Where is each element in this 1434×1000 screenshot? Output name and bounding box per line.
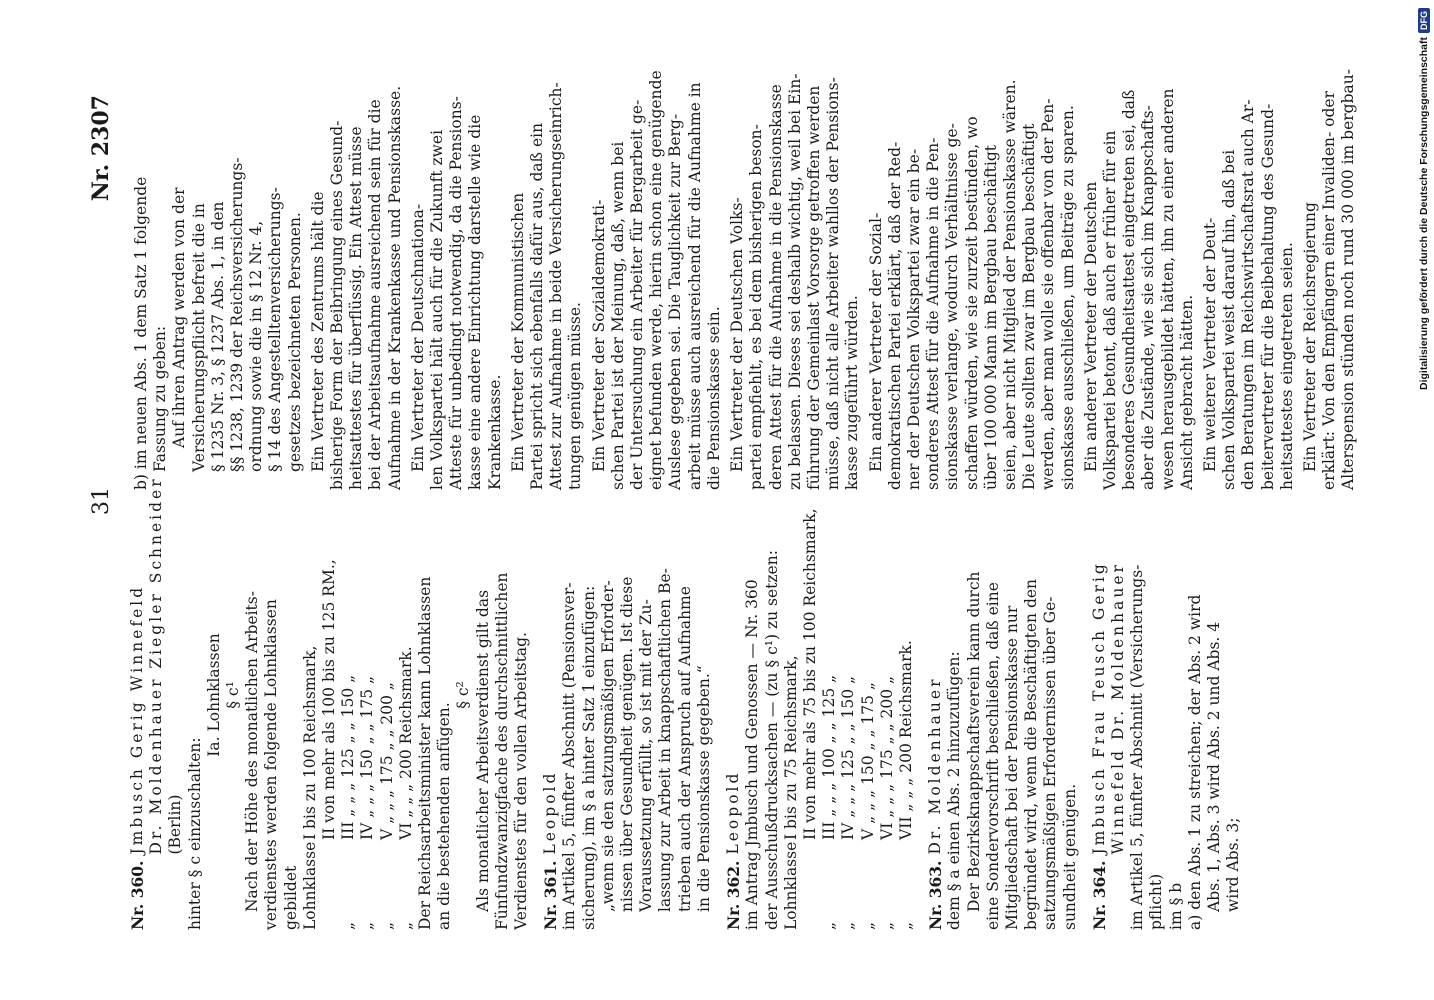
table-cell: „ [377, 921, 396, 930]
text-line: kasse zugeführt würden. [843, 295, 862, 490]
text-line: eignet befunden werde, hierin schon eine genügende [647, 70, 666, 490]
text-line: schen Volkspartei weist darauf hin, daß bei [1220, 149, 1239, 490]
text-line: Attest zur Aufnahme in beide Versicherungseinrich- [547, 82, 566, 490]
text-line: verdienstes werden folgende Lohnklassen [262, 599, 281, 930]
table-cell: VI „ „ „ 175 „ „ 200 „ [877, 675, 896, 840]
text-line: ner der Deutschen Volkspartei zwar ein be- [904, 148, 923, 490]
text-line: § 14 des Angestelltenversicherungs- [266, 187, 285, 472]
text-line: Ein anderer Vertreter der Deutschen [1081, 181, 1100, 472]
text-line: gebildet [281, 865, 300, 930]
text-line: im § b [1166, 882, 1185, 930]
text-line: zu belassen. Dieses sei deshalb wichtig, weil bei Ein- [785, 73, 804, 490]
statement-zentrum [309, 80, 405, 490]
text-line: Volkspartei betont, daß auch er früher für ein [1100, 130, 1119, 490]
entry-361 [541, 460, 714, 930]
signatories: Leopold [724, 770, 743, 855]
text-line: aber die Zustände, wie sie sich im Knappschafts- [1139, 105, 1158, 490]
text-line: im Artikel 5, fünfter Abschnitt (Versicherungs- [1128, 564, 1147, 930]
text-line: b) im neuen Abs. 1 dem Satz 1 folgende [132, 176, 150, 490]
text-line: Ein Vertreter der Deutschen Volks- [728, 197, 747, 472]
text-line: schen Partei ist der Meinung, daß, wenn bei [608, 141, 627, 490]
text-line: Der Bezirksknappschaftsverein kann durch [964, 571, 983, 912]
text-line: Ein Vertreter der Kommunistischen [508, 192, 527, 472]
subheading: Ia. Lohnklassen [204, 633, 223, 757]
text-line: „wenn sie den satzungsmäßigen Erforder- [598, 580, 617, 912]
table-cell [801, 840, 820, 930]
text-line: Nach der Höhe des monatlichen Arbeits- [243, 591, 262, 912]
text-line: sionskasse ausschließen, um Beiträge zu sparen. [1058, 105, 1077, 490]
table-cell: II von mehr als 100 bis zu 125 RM., [320, 559, 339, 840]
text-line: dem § a einen Abs. 2 hinzuzufügen: [945, 651, 964, 930]
text-line: wesen herausgebildet hätten, ihn zu einer anderen [1158, 88, 1177, 490]
text-line: Voraussetzung erfüllt, so ist mit der Zu- [637, 599, 656, 912]
text-line: Ein anderer Vertreter der Sozial- [866, 212, 885, 472]
text-line: Atteste für unbedingt notwendig, da die Pensions- [447, 96, 466, 490]
text-line: wird Abs. 3; [1224, 817, 1243, 912]
text-line: werden, aber man wolle sie offenbar von der Pen- [1039, 98, 1058, 490]
text-line: arbeit müsse auch ausreichend für die Aufnahme in [685, 82, 704, 490]
text-line: Ein Vertreter der Sozialdemokrati- [589, 199, 608, 472]
paragraph-sign: § c¹ [224, 681, 243, 709]
statement-dvp-3 [1201, 80, 1297, 490]
right-column [132, 69, 1363, 490]
text-line: Mitgliedschaft bei der Pensionskasse nur [1002, 605, 1021, 930]
page-number: 31 [89, 487, 114, 515]
table-cell: V „ „ „ 175 „ „ 200 „ [377, 682, 396, 840]
text-line: kasse eine andere Einrichtung darstelle wie die [466, 114, 485, 490]
wage-class-table [301, 460, 416, 930]
document-number: Nr. 2307 [88, 95, 114, 202]
text-line: partei empfiehlt, es bei dem bisherigen beson- [747, 124, 766, 490]
text-line: lassung zur Arbeit in knappschaftlichen Be- [656, 568, 675, 912]
text-line: Auf ihren Antrag werden von der [170, 187, 189, 448]
entry-number: Nr. 364. [1089, 860, 1109, 930]
amendment-b [132, 80, 305, 490]
table-cell: III „ „ „ 100 „ „ 125 „ [820, 674, 839, 840]
signatories: Leopold [541, 770, 560, 855]
text-line: Fassung zu geben: [151, 325, 170, 472]
text-line: im Artikel 5, fünfter Abschnitt (Pensionsver- [560, 582, 579, 930]
entry-number: Nr. 363. [926, 860, 946, 930]
table-cell: „ [877, 921, 896, 930]
table-cell: „ [839, 921, 858, 930]
table-cell: „ [896, 921, 915, 930]
text-line: sionskasse verlange, wodurch Verhältnisse ge- [943, 123, 962, 490]
text-line: nissen über Gesundheit genügen. Ist diese [618, 576, 637, 912]
text-line: erklärt: Von den Empfängern einer Invaliden- oder [1320, 90, 1339, 490]
entry-364 [1090, 460, 1244, 930]
instruction: hinter § c einzuschalten: [185, 737, 204, 930]
text-line: den Beratungen im Reichswirtschaftsrat auch Ar- [1239, 99, 1258, 490]
text-line: Als monatlicher Arbeitsverdienst gilt das [473, 589, 492, 912]
text-line: heitsattestes eingetreten seien. [1277, 242, 1296, 490]
text-line: die Pensionskasse sein. [704, 306, 723, 490]
signatories: Jmbusch Gerig Winnefeld [128, 584, 146, 855]
text-line: gesetzes bezeichneten Personen. [285, 212, 304, 472]
text-line: besonderes Gesundheitsattest eingetreten sei, daß [1120, 89, 1139, 490]
page-header [88, 0, 122, 1000]
text-line: über 100 000 Mann im Bergbau beschäftigt [981, 144, 1000, 490]
text-line: Der Reichsarbeitsminister kann Lohnklassen [416, 576, 435, 930]
text-line: beitervertreter für die Beibehaltung des Gesund- [1258, 103, 1277, 490]
text-line: Aufnahme in der Krankenkasse und Pensionskasse. [385, 85, 404, 490]
entry-number: Nr. 361. [541, 860, 561, 930]
text-line: § 1235 Nr. 3, § 1237 Abs. 1, in den [208, 201, 227, 472]
text-line: Alterspension stünden noch rund 30 000 im bergbau- [1339, 69, 1358, 490]
statement-dnvp [409, 80, 505, 490]
text-line: Die Leute sollten zwar im Bergbau beschäftigt [1020, 123, 1039, 490]
text-line: führung der Gemeinlast Vorsorge getroffen werden [804, 85, 823, 490]
text-line: len Volkspartei hält auch für die Zukunft zwei [428, 129, 447, 490]
table-cell: III „ „ „ 125 „ „ 150 „ [339, 674, 358, 840]
text-line: bisherige Form der Beibringung eines Gesund- [328, 120, 347, 490]
table-cell: „ [358, 921, 377, 930]
text-line: deren Attest für die Aufnahme in die Pensionskasse [766, 84, 785, 490]
statement-dvp-2 [1082, 80, 1197, 490]
signatories: Dr. Moldenhauer [926, 676, 945, 855]
text-line: sundheit genügen. [1060, 783, 1079, 930]
table-cell: „ [396, 921, 415, 930]
statement-spd [589, 70, 724, 490]
text-line: müsse, daß nicht alle Arbeiter wahllos der Pensions- [824, 77, 843, 490]
text-line: der Ausschußdrucksachen — (zu § c¹) zu setzen: [762, 550, 781, 930]
text-line: ordnung sowie die in § 12 Nr. 4, [247, 220, 266, 472]
text-line: Ansicht gebracht hätten. [1177, 294, 1196, 490]
text-line: sonderes Attest für die Aufnahme in die Pen- [924, 137, 943, 490]
table-cell: IV „ „ „ 125 „ „ 150 „ [839, 675, 858, 840]
text-line: Krankenkasse. [485, 374, 504, 490]
text-line: schaffen würden, wie sie zurzeit bestünden, wo [962, 116, 981, 490]
text-line: Abs. 1, Abs. 3 wird Abs. 2 und Abs. 4 [1204, 621, 1223, 912]
table-cell: „ [820, 921, 839, 930]
signatories: (Berlin) [166, 794, 185, 855]
text-line: Fünfundzwanzigfache des durchschnittlichen [492, 572, 511, 930]
text-line: Versicherungspflicht befreit die in [189, 203, 208, 472]
wage-class-table [782, 460, 916, 930]
table-cell [320, 840, 339, 930]
text-line: begründet wird, wenn die Beschäftigten den [1022, 578, 1041, 930]
credit-text: Digitalisierung gefördert durch die Deutsche Forschungsgemeinschaft [1418, 37, 1430, 390]
statement-kpd [509, 80, 586, 490]
text-line: heitsattestes für überflüssig. Ein Attest müsse [347, 126, 366, 490]
text-line: im Antrag Jmbusch und Genossen — Nr. 360 [743, 579, 762, 930]
paragraph-sign: § c² [454, 681, 473, 709]
dfg-logo: DFG [1418, 8, 1430, 33]
text-line: Auslese gegeben sei. Die Tauglichkeit zur Berg- [666, 113, 685, 490]
statement-dvp [728, 73, 862, 490]
text-line: seien, aber nicht Mitglied der Pensionskasse wären. [1000, 79, 1019, 490]
statement-spd-2 [867, 80, 1078, 490]
table-cell: I bis zu 100 Reichsmark, [300, 645, 319, 840]
text-line: bei der Arbeitsaufnahme ausreichend sein für die [366, 99, 385, 490]
text-line: Ein Vertreter der Reichsregierung [1300, 202, 1319, 472]
table-cell: VI „ „ „ 200 Reichsmark. [396, 646, 415, 840]
text-line: eine Sondervorschrift beschließen, daß eine [983, 582, 1002, 930]
text-line: trieben auch der Anspruch auf Aufnahme [675, 586, 694, 912]
statement-government [1300, 69, 1359, 490]
text-line: §§ 1238, 1239 der Reichsversicherungs- [228, 157, 247, 472]
text-line: Ein Vertreter des Zentrums hält die [308, 191, 327, 472]
table-cell: Lohnklasse [300, 841, 319, 930]
table-cell: „ [858, 921, 877, 930]
text-line: Verdienstes für den vollen Arbeitstag. [512, 632, 531, 930]
left-column [128, 460, 1253, 930]
table-cell: „ [339, 921, 358, 930]
signatories: Winnefeld Dr. Moldenhauer [1108, 562, 1127, 855]
text-line: tungen genügen müsse. [566, 302, 585, 490]
text-line: demokratischen Partei erklärt, daß der Red- [885, 141, 904, 490]
text-line: in die Pensionskasse gegeben.“ [694, 665, 713, 912]
signatories: Jmbusch Frau Teusch Gerig [1089, 561, 1108, 855]
text-line: Partei spricht sich ebenfalls dafür aus, daß ein [528, 122, 547, 490]
text-line: an die bestehenden anfügen. [435, 702, 454, 930]
digitization-credit [1414, 8, 1434, 628]
text-line: Ein weiterer Vertreter der Deut- [1200, 217, 1219, 472]
text-line: a) den Abs. 1 zu streichen; der Abs. 2 wird [1185, 594, 1204, 930]
entry-360 [128, 460, 531, 930]
entry-number: Nr. 362. [724, 860, 744, 930]
text-line: der Untersuchung ein Arbeiter für Bergarbeit ge- [628, 99, 647, 490]
text-line: pflicht) [1147, 873, 1166, 930]
signatories: Dr. Moldenhauer Ziegler Schneider [147, 476, 166, 855]
table-cell: V „ „ „ 150 „ „ 175 „ [858, 682, 877, 840]
table-cell: VII „ „ „ 200 Reichsmark. [896, 640, 915, 840]
table-cell: Lohnklasse [781, 841, 800, 930]
text-line: satzungsmäßigen Erfordernissen über Ge- [1041, 596, 1060, 930]
text-line: sicherung), im § a hinter Satz 1 einzufügen: [579, 585, 598, 930]
entry-363 [926, 460, 1080, 930]
table-cell: IV „ „ „ 150 „ „ 175 „ [358, 675, 377, 840]
text-line: Ein Vertreter der Deutschnationa- [408, 203, 427, 472]
entry-362 [724, 460, 916, 930]
table-cell: I bis zu 75 Reichsmark, [781, 655, 800, 840]
entry-number: Nr. 360. [128, 860, 147, 930]
table-cell: II von mehr als 75 bis zu 100 Reichsmark, [800, 508, 819, 840]
